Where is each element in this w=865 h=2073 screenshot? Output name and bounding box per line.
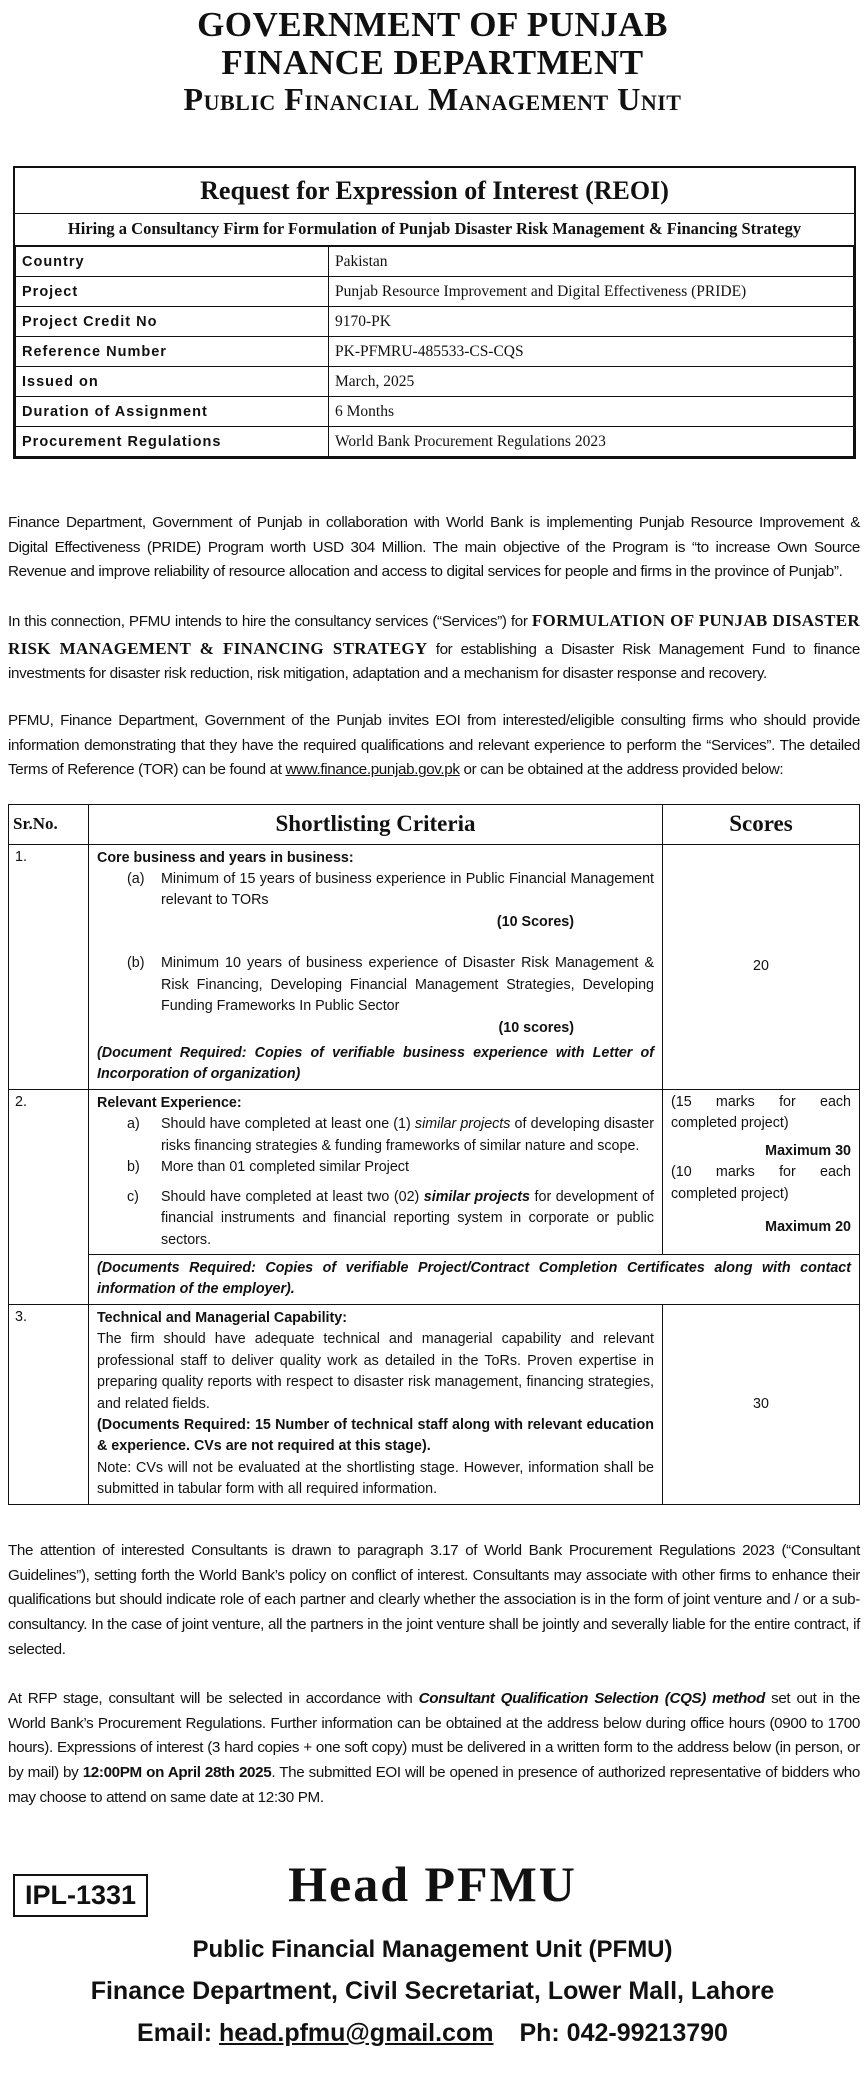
info-label: Project Credit No xyxy=(16,307,329,337)
criteria-title: Relevant Experience: xyxy=(97,1094,242,1111)
criteria-note: Note: CVs will not be evaluated at the shortlisting stage. However, information shall be submitted in tabular form with all required information. xyxy=(97,1459,654,1498)
criteria-score: 30 xyxy=(663,1304,860,1504)
criteria-text xyxy=(89,844,663,1089)
column-header-sr: Sr.No. xyxy=(9,805,89,845)
subitem-text: Should have completed at least two (02) xyxy=(161,1188,424,1205)
info-label: Project xyxy=(16,277,329,307)
info-label: Procurement Regulations xyxy=(16,427,329,457)
criteria-sr: 2. xyxy=(9,1089,89,1304)
table-row xyxy=(16,427,854,457)
ipl-number-badge: IPL-1331 xyxy=(13,1874,148,1917)
intro-paragraph-2 xyxy=(8,607,860,687)
head-pfmu-title: Head PFMU xyxy=(288,1856,577,1912)
email-label: Email: xyxy=(137,2019,220,2047)
criteria-title: Technical and Managerial Capability: xyxy=(97,1309,347,1326)
criteria-text xyxy=(89,1304,663,1504)
subitem-text: of developing disaster risks financing strategies & funding frameworks of similar nature and scope. xyxy=(161,1116,654,1154)
info-value: 9170-PK xyxy=(329,307,854,337)
score-rule: (10 marks for each completed project) xyxy=(671,1164,851,1202)
score-maximum: Maximum 20 xyxy=(765,1219,851,1236)
selection-method: Consultant Qualification Selection (CQS) method xyxy=(418,1690,765,1707)
criteria-subitem xyxy=(97,953,654,1017)
subitem-text: for development of financial instruments and financial reporting system in corporate or public sectors. xyxy=(161,1188,654,1248)
subitem-score: (10 Scores) xyxy=(496,913,574,930)
closing-p2-text-b: set out in the World Bank’s Procurement Regulations. Further information can be obtained at the address below during office hours (0900 to 1700 hours). Expressions of interest (3 hard copies + one soft copy) must be delivered in a written form to the address below (in person, or by mail) by xyxy=(8,1690,860,1781)
subitem-letter: c) xyxy=(127,1188,139,1205)
info-value: World Bank Procurement Regulations 2023 xyxy=(329,427,854,457)
table-row xyxy=(16,397,854,427)
criteria-text xyxy=(89,1089,663,1254)
intro-p2-text-a: In this connection, PFMU intends to hire the consultancy services (“Services”) for xyxy=(8,613,532,630)
column-header-criteria: Shortlisting Criteria xyxy=(89,805,663,845)
header-department: FINANCE DEPARTMENT xyxy=(221,42,644,82)
documents-required: (Document Required: Copies of verifiable business experience with Letter of Incorporation of organization) xyxy=(97,1045,654,1083)
criteria-score xyxy=(663,1089,860,1254)
submission-deadline: 12:00PM on April 28th 2025 xyxy=(82,1763,272,1781)
header-unit: Public Financial Management Unit xyxy=(183,80,682,117)
subitem-text: Should have completed at least one (1) xyxy=(161,1116,415,1133)
info-label: Issued on xyxy=(16,367,329,397)
email-link[interactable]: head.pfmu@gmail.com xyxy=(219,2019,494,2047)
criteria-sr: 3. xyxy=(9,1304,89,1504)
criteria-subitem xyxy=(97,1114,654,1157)
subitem-score: (10 scores) xyxy=(498,1019,574,1036)
info-value: PK-PFMRU-485533-CS-CQS xyxy=(329,337,854,367)
info-value: Punjab Resource Improvement and Digital Effectiveness (PRIDE) xyxy=(329,277,854,307)
criteria-score: 20 xyxy=(663,844,860,1089)
subitem-letter: (b) xyxy=(127,955,145,972)
intro-paragraph-1: Finance Department, Government of Punjab in collaboration with World Bank is implementing Punjab Resource Improvement & Digital Effectiveness (PRIDE) Program worth USD 304 Million. The main objective of the Program is “to increase Own Source Revenue and improve reliability of resource allocation and access to digital services for people and firms in the province of Punjab”. xyxy=(8,514,860,581)
documents-required: (Documents Required: 15 Number of technical staff along with relevant education & experience. CVs are not required at this stage). xyxy=(97,1417,654,1455)
header-government: GOVERNMENT OF PUNJAB xyxy=(197,5,668,44)
table-row xyxy=(9,844,860,1089)
criteria-sr: 1. xyxy=(9,844,89,1089)
subitem-text: Minimum of 15 years of business experience in Public Financial Management relevant to TORs xyxy=(161,870,654,909)
subitem-text: More than 01 completed similar Project xyxy=(161,1159,409,1176)
table-row xyxy=(16,307,854,337)
info-value: 6 Months xyxy=(329,397,854,427)
table-header-row xyxy=(9,805,860,845)
table-row xyxy=(9,1089,860,1254)
table-row xyxy=(9,1304,860,1504)
reoi-box xyxy=(13,166,856,459)
closing-paragraph-2 xyxy=(8,1687,860,1810)
advertisement-page xyxy=(0,6,865,2073)
shortlisting-criteria-table xyxy=(8,804,860,1505)
closing-p2-text-a: At RFP stage, consultant will be selected in accordance with xyxy=(8,1690,419,1707)
score-rule: (15 marks for each completed project) xyxy=(671,1093,851,1132)
subitem-emphasis: similar projects xyxy=(414,1116,511,1133)
intro-p2-text-b: for establishing a Disaster Risk Management Fund to finance investments for disaster risk reduction, risk mitigation, adaptation and a mechanism for disaster response and recovery. xyxy=(8,640,860,683)
criteria-description: The firm should have adequate technical and managerial capability and relevant professional staff to deliver quality work as detailed in the ToRs. Proven expertise in preparing quality reports with respect to disaster risk management, financing strategies, and related fields. xyxy=(97,1331,654,1412)
reoi-title: Request for Expression of Interest (REOI) xyxy=(15,168,854,214)
documents-required: (Documents Required: Copies of verifiable Project/Contract Completion Certificates along with contact information of the employer). xyxy=(89,1254,860,1304)
subitem-letter: (a) xyxy=(127,870,145,887)
criteria-subitem xyxy=(97,1187,654,1251)
info-label: Reference Number xyxy=(16,337,329,367)
info-value: Pakistan xyxy=(329,247,854,277)
subitem-letter: a) xyxy=(127,1116,140,1133)
score-maximum: Maximum 30 xyxy=(765,1142,851,1159)
table-row xyxy=(16,247,854,277)
subitem-text: Minimum 10 years of business experience of Disaster Risk Management & Risk Financing, Developing Financial Management Strategies, Developing Funding Frameworks In Public Sector xyxy=(161,955,654,1015)
table-row xyxy=(9,1254,860,1304)
letterhead xyxy=(0,6,865,116)
table-row xyxy=(16,337,854,367)
info-value: March, 2025 xyxy=(329,367,854,397)
criteria-title: Core business and years in business: xyxy=(97,849,354,866)
footer-contact xyxy=(0,2019,865,2048)
criteria-subitem xyxy=(97,1157,654,1178)
closing-paragraph-1: The attention of interested Consultants is drawn to paragraph 3.17 of World Bank Procurement Regulations 2023 (“Consultant Guidelines”), setting forth the World Bank’s policy on conflict of interest. Consultants may associate with other firms to enhance their qualifications but should indicate role of each partner and clearly whether the association is in the form of joint venture and / or a sub-consultancy. In the case of joint venture, all the partners in the joint venture shall be jointly and severally liable for the entire contract, if selected. xyxy=(8,1542,860,1658)
table-row xyxy=(16,367,854,397)
table-row xyxy=(16,277,854,307)
reoi-subtitle: Hiring a Consultancy Firm for Formulation of Punjab Disaster Risk Management & Financing Strategy xyxy=(15,214,854,246)
info-label: Duration of Assignment xyxy=(16,397,329,427)
intro-p2-assignment: FORMULATION OF PUNJAB DISASTER RISK MANAGEMENT & FINANCING STRATEGY xyxy=(8,611,860,658)
intro-p3-text-b: or can be obtained at the address provided below: xyxy=(459,761,784,779)
reoi-info-table xyxy=(15,246,854,457)
intro-paragraph-3 xyxy=(8,709,860,783)
tor-website-link[interactable]: www.finance.punjab.gov.pk xyxy=(285,761,460,779)
phone-number: Ph: 042-99213790 xyxy=(519,2019,728,2047)
footer-address: Finance Department, Civil Secretariat, Lower Mall, Lahore xyxy=(90,1977,775,2005)
info-label: Country xyxy=(16,247,329,277)
column-header-scores: Scores xyxy=(663,805,860,845)
criteria-subitem xyxy=(97,869,654,912)
intro-p3-text-a: PFMU, Finance Department, Government of the Punjab invites EOI from interested/eligible consulting firms who should provide information demonstrating that they have the required qualifications and relevant experience to perform the “Services”. The detailed Terms of Reference (TOR) can be found at xyxy=(8,712,860,779)
subitem-letter: b) xyxy=(127,1159,140,1176)
footer-unit: Public Financial Management Unit (PFMU) xyxy=(192,1936,673,1963)
subitem-emphasis: similar projects xyxy=(423,1188,531,1205)
closing-p2-text-c: . The submitted EOI will be opened in presence of authorized representative of bidders who may choose to attend on same date at 12:30 PM. xyxy=(8,1763,860,1806)
